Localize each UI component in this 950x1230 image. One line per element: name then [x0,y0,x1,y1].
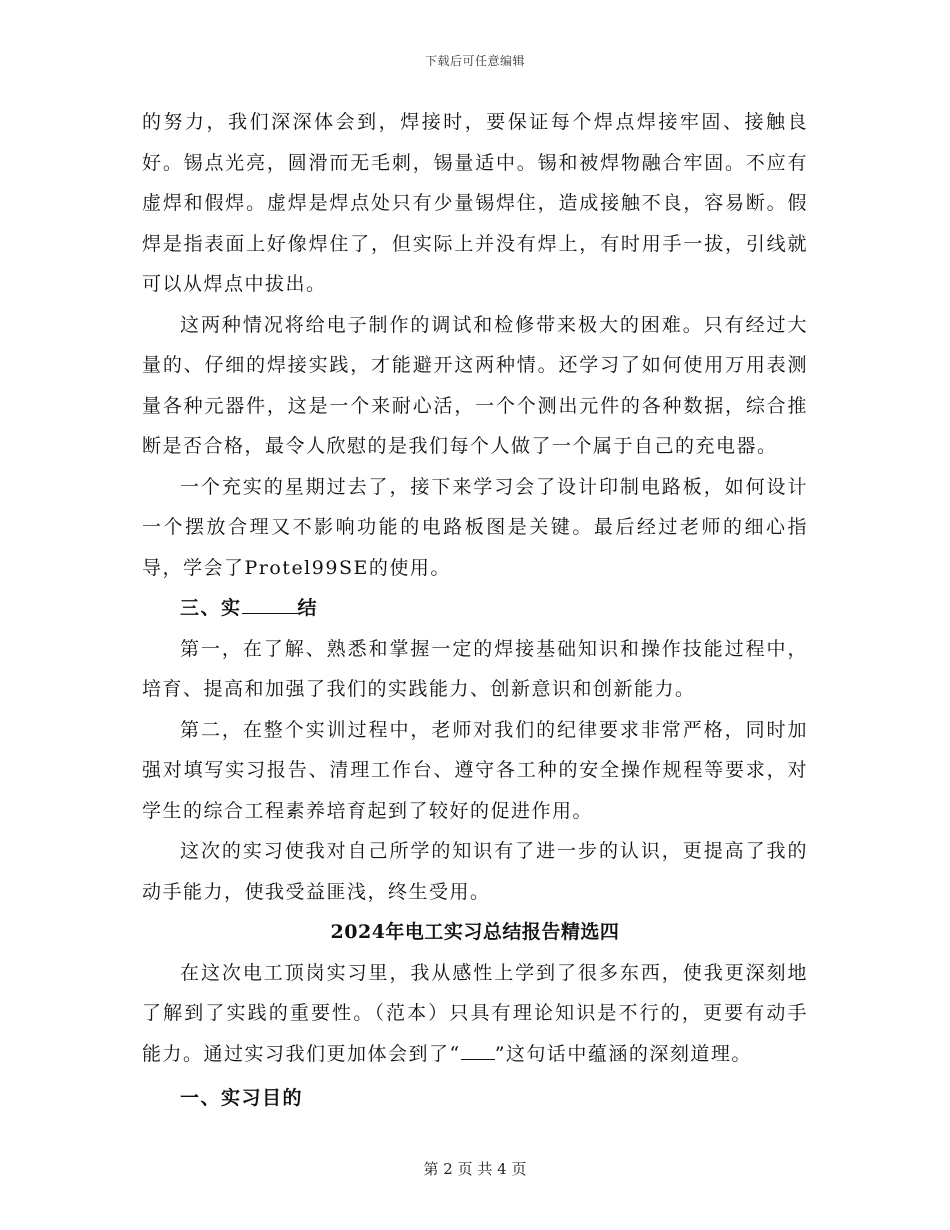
page-header-note: 下载后可任意编辑 [424,54,525,68]
section-title: 2024年电工实习总结报告精选四 [330,921,620,943]
paragraph-point-one: 第一，在了解、熟悉和掌握一定的焊接基础知识和操作技能过程中，培育、提高和加强了我们的实践能力、创新意识和创新能力。 [142,637,808,700]
paragraph-internship-intro [142,953,808,1075]
heading-internship-goal: 一、实习目的 [180,1087,304,1109]
paragraph-conclusion: 这次的实习使我对自己所学的知识有了进一步的认识，更提高了我的动手能力，使我受益匪浅，终生受用。 [142,840,808,903]
intro-text-part1: 在这次电工顶岗实习里，我从感性上学到了很多东西，使我更深刻地了解到了实践的重要性。（范本）只具有理论知识是不行的，更要有动手能力。通过实习我们更加体会到了“ [142,961,808,1065]
paragraph-welding-quality: 的努力，我们深深体会到，焊接时，要保证每个焊点焊接牢固、接触良好。锡点光亮，圆滑而无毛刺，锡量适中。锡和被焊物融合牢固。不应有虚焊和假焊。虚焊是焊点处只有少量锡焊住，造成接触不良，容易断。假焊是指表面上好像焊住了，但实际上并没有焊上，有时用手一拔，引线就可以从焊点中拔出。 [142,111,808,295]
page-number: 第 2 页 共 4 页 [423,1160,527,1178]
heading-summary [142,588,808,629]
blank-underline [461,1041,495,1060]
intro-text-part2: ”这句话中蕴涵的深刻道理。 [494,1042,752,1065]
heading-summary-prefix: 三、实 [180,597,242,619]
paragraph-point-two: 第二，在整个实训过程中，老师对我们的纪律要求非常严格，同时加强对填写实习报告、清理工作台、遵守各工种的安全操作规程等要求，对学生的综合工程素养培育起到了较好的促进作用。 [142,718,808,822]
document-body [142,102,808,1119]
blank-underline [242,595,298,614]
paragraph-pcb-design: 一个充实的星期过去了，接下来学习会了设计印制电路板，如何设计一个摆放合理又不影响功能的电路板图是关键。最后经过老师的细心指导，学会了Protel99SE的使用。 [142,475,808,579]
paragraph-welding-difficulty: 这两种情况将给电子制作的调试和检修带来极大的困难。只有经过大量的、仔细的焊接实践，才能避开这两种情。还学习了如何使用万用表测量各种元器件，这是一个来耐心活，一个个测出元件的各种数据，综合推断是否合格，最令人欣慰的是我们每个人做了一个属于自己的充电器。 [142,313,808,457]
heading-summary-suffix: 结 [297,597,319,619]
